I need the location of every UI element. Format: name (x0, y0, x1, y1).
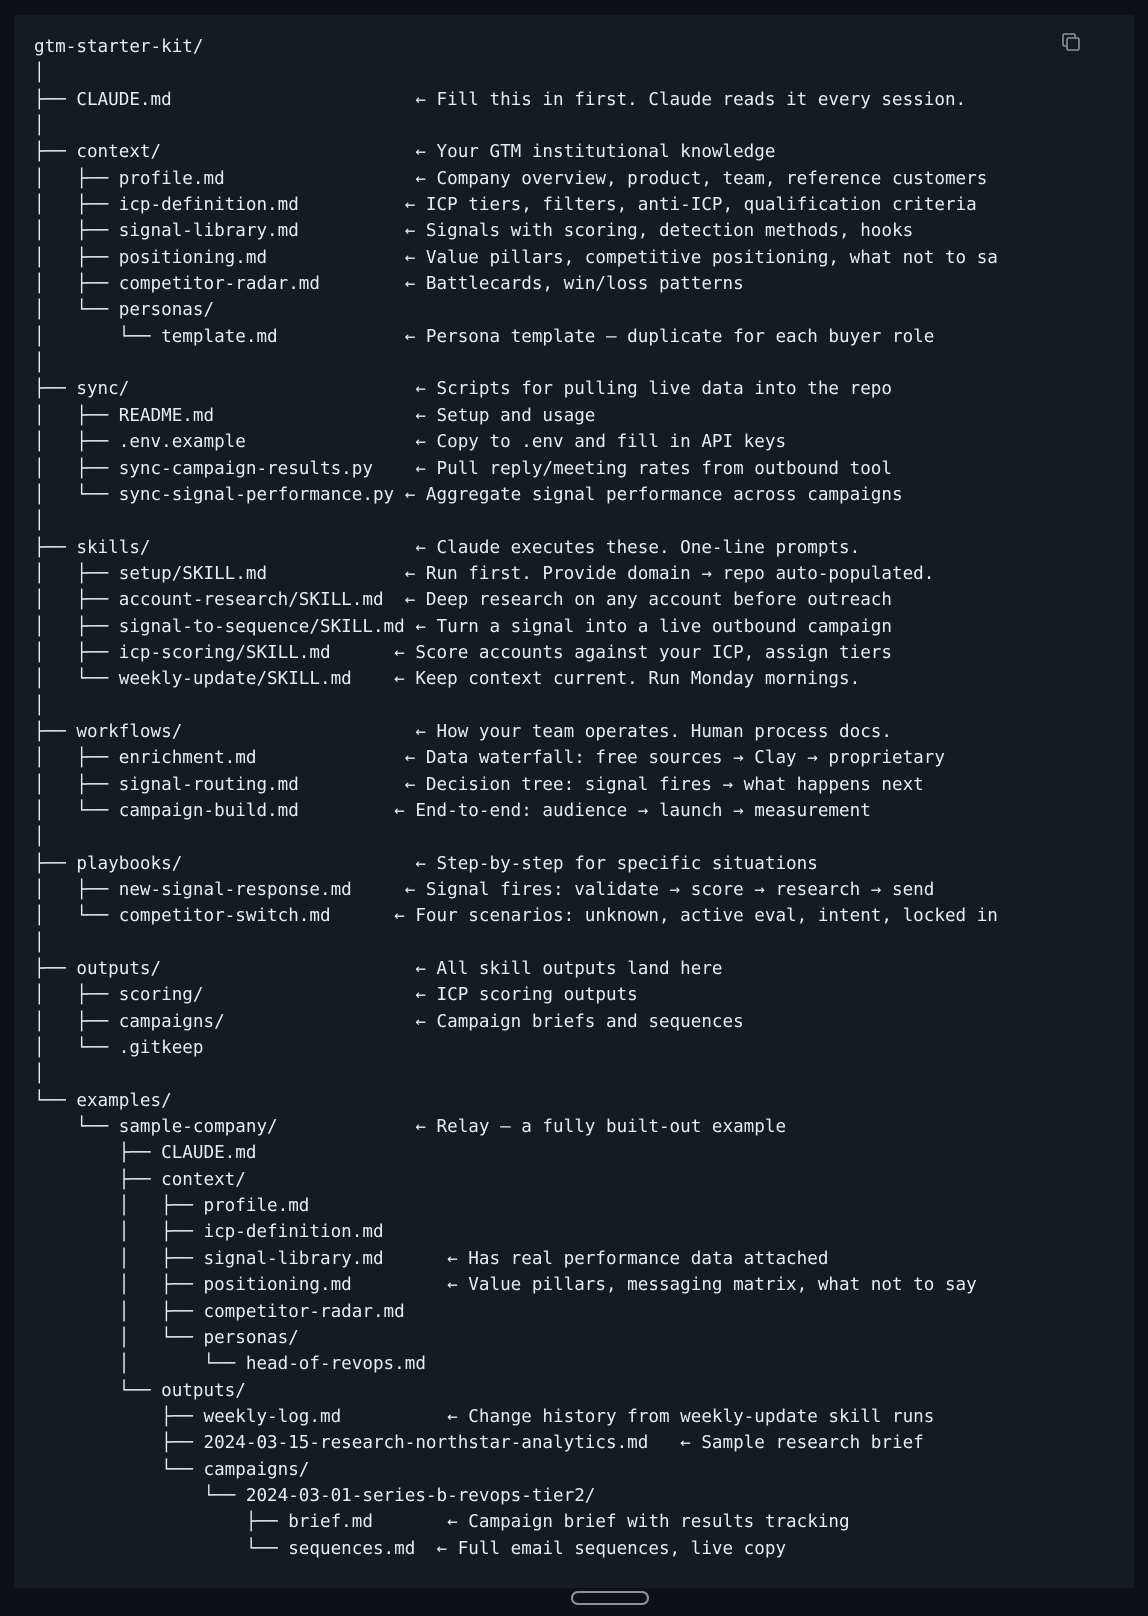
code-line: │ ├── profile.md ← Company overview, product, team, reference customers (34, 168, 988, 189)
code-line: │ └── personas/ (34, 300, 215, 321)
code-line: │ └── campaign-build.md ← End-to-end: audience → launch → measurement (34, 800, 871, 821)
code-line: ├── context/ (34, 1169, 246, 1190)
code-line: └── sequences.md ← Full email sequences, live copy (34, 1538, 787, 1559)
code-line: ├── brief.md ← Campaign brief with results tracking (34, 1512, 850, 1533)
code-line: │ └── .gitkeep (34, 1038, 204, 1059)
code-line: │ ├── signal-to-sequence/SKILL.md ← Turn a signal into a live outbound campaign (34, 616, 892, 637)
code-line: │ ├── setup/SKILL.md ← Run first. Provide domain → repo auto-populated. (34, 563, 935, 584)
code-scroll-area[interactable] (34, 34, 1134, 1588)
code-line: ├── outputs/ ← All skill outputs land here (34, 959, 723, 980)
code-line: │ ├── signal-library.md ← Has real performance data attached (34, 1248, 829, 1269)
code-line: ├── context/ ← Your GTM institutional knowledge (34, 142, 776, 163)
code-line: │ ├── signal-library.md ← Signals with scoring, detection methods, hooks (34, 221, 914, 242)
code-line: │ └── weekly-update/SKILL.md ← Keep context current. Run Monday mornings. (34, 669, 861, 690)
code-line: │ ├── icp-definition.md (34, 1222, 384, 1243)
code-line: │ (34, 695, 45, 716)
code-line: ├── CLAUDE.md ← Fill this in first. Claude reads it every session. (34, 89, 967, 110)
code-line: └── campaigns/ (34, 1459, 310, 1480)
code-line: │ └── head-of-revops.md (34, 1354, 426, 1375)
code-line: │ ├── competitor-radar.md ← Battlecards, win/loss patterns (34, 274, 744, 295)
code-line: │ └── competitor-switch.md ← Four scenarios: unknown, active eval, intent, locked in (34, 906, 998, 927)
code-line: │ ├── positioning.md ← Value pillars, messaging matrix, what not to say (34, 1275, 977, 1296)
code-line: │ ├── icp-definition.md ← ICP tiers, filters, anti-ICP, qualification criteria (34, 195, 977, 216)
code-line: │ ├── .env.example ← Copy to .env and fill in API keys (34, 432, 787, 453)
code-line: └── sample-company/ ← Relay — a fully built-out example (34, 1117, 787, 1138)
code-line: │ (34, 1064, 45, 1085)
code-line: │ ├── competitor-radar.md (34, 1301, 405, 1322)
code-line: │ (34, 116, 45, 137)
code-line: gtm-starter-kit/ (34, 37, 204, 57)
code-line: │ └── template.md ← Persona template — duplicate for each buyer role (34, 326, 935, 347)
code-line: │ ├── account-research/SKILL.md ← Deep research on any account before outreach (34, 590, 892, 611)
code-line: └── examples/ (34, 1090, 172, 1111)
code-line: │ ├── signal-routing.md ← Decision tree: signal fires → what happens next (34, 774, 924, 795)
code-line: │ └── sync-signal-performance.py ← Aggregate signal performance across campaigns (34, 484, 903, 505)
code-line: ├── CLAUDE.md (34, 1143, 257, 1164)
code-line: ├── weekly-log.md ← Change history from weekly-update skill runs (34, 1406, 935, 1427)
code-line: │ ├── campaigns/ ← Campaign briefs and sequences (34, 1011, 744, 1032)
copy-button[interactable] (1058, 31, 1084, 57)
code-line: ├── skills/ ← Claude executes these. One-line prompts. (34, 537, 861, 558)
code-line: ├── 2024-03-15-research-northstar-analytics.md ← Sample research brief (34, 1433, 924, 1454)
code-line: │ ├── profile.md (34, 1196, 310, 1217)
code-line: ├── playbooks/ ← Step-by-step for specific situations (34, 853, 818, 874)
code-line: │ ├── enrichment.md ← Data waterfall: free sources → Clay → proprietary (34, 748, 945, 769)
code-line: └── 2024-03-01-series-b-revops-tier2/ (34, 1485, 596, 1506)
code-line: │ (34, 63, 45, 84)
code-line: ├── sync/ ← Scripts for pulling live data into the repo (34, 379, 892, 400)
copy-icon (1059, 30, 1083, 59)
file-tree-code (34, 34, 1134, 1562)
code-line: ├── workflows/ ← How your team operates. Human process docs. (34, 721, 892, 742)
code-line: └── outputs/ (34, 1380, 246, 1401)
code-block-panel (14, 15, 1134, 1588)
code-line: │ ├── new-signal-response.md ← Signal fires: validate → score → research → send (34, 880, 935, 900)
code-line: │ (34, 932, 45, 953)
scroll-handle[interactable] (571, 1591, 649, 1605)
code-line: │ ├── positioning.md ← Value pillars, competitive positioning, what not to sa (34, 247, 998, 268)
code-line: │ └── personas/ (34, 1327, 299, 1348)
code-line: │ (34, 511, 45, 532)
code-line: │ ├── README.md ← Setup and usage (34, 405, 596, 426)
code-line: │ ├── sync-campaign-results.py ← Pull reply/meeting rates from outbound tool (34, 458, 892, 479)
code-line: │ ├── icp-scoring/SKILL.md ← Score accounts against your ICP, assign tiers (34, 642, 892, 663)
code-line: │ (34, 827, 45, 848)
code-line: │ (34, 353, 45, 374)
code-line: │ ├── scoring/ ← ICP scoring outputs (34, 985, 638, 1006)
